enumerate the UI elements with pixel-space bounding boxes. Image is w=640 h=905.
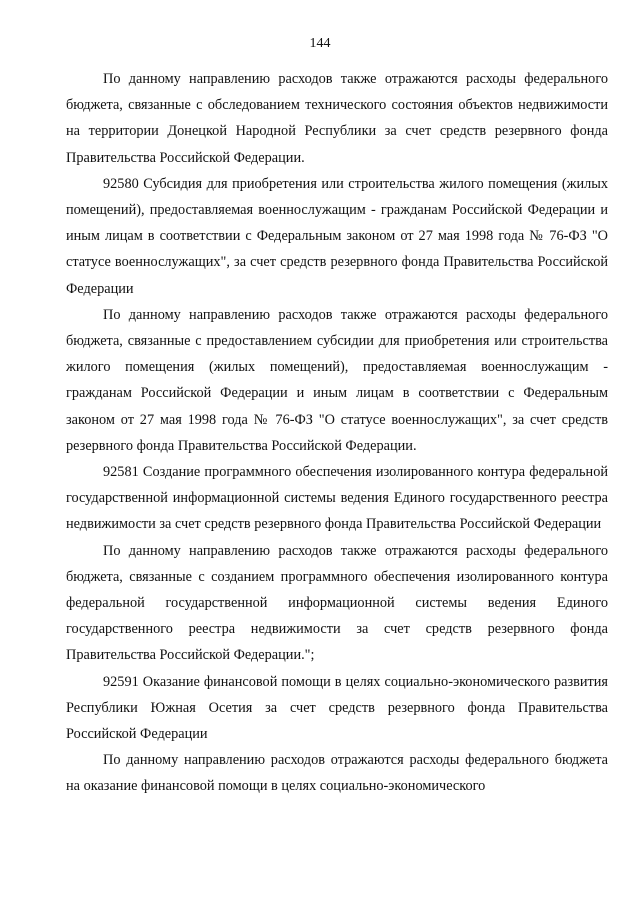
paragraph-92580-description: По данному направлению расходов также отражаются расходы федерального бюджета, связанные с предоставлением субсидии для приобретения или строительства жилого помещения (жилых помещений), предоставляемая военнослужащим - гражданам Российской Федерации и иным лицам в соответствии с Федеральным законом от 27 мая 1998 года № 76-ФЗ "О статусе военнослужащих", за счет средств резервного фонда Правительства Российской Федерации. (66, 306, 608, 454)
paragraph-92580-title: 92580 Субсидия для приобретения или строительства жилого помещения (жилых помещений), предоставляемая военнослужащим - гражданам Российской Федерации и иным лицам в соответствии с Федеральным законом от 27 мая 1998 года № 76-ФЗ "О статусе военнослужащих", за счет средств резервного фонда Правительства Российской Федерации (66, 175, 608, 297)
paragraph-1: По данному направлению расходов также отражаются расходы федерального бюджета, связанные с обследованием технического состояния объектов недвижимости на территории Донецкой Народной Республики за счет средств резервного фонда Правительства Российской Федерации. (66, 71, 608, 166)
paragraph-92591-title: 92591 Оказание финансовой помощи в целях социально-экономического развития Республики Южная Осетия за счет средств резервного фонда Правительства Российской Федерации (66, 673, 608, 743)
paragraph-92581-description: По данному направлению расходов также отражаются расходы федерального бюджета, связанные с созданием программного обеспечения изолированного контура федеральной государственной информационной системы ведения Единого государственного реестра недвижимости за счет средств резервного фонда Правительства Российской Федерации."; (66, 542, 608, 664)
paragraph-92591-description: По данному направлению расходов отражаются расходы федерального бюджета на оказание финансовой помощи в целях социально-экономического (66, 752, 608, 795)
paragraph-92581-title: 92581 Создание программного обеспечения изолированного контура федеральной государственной информационной системы ведения Единого государственного реестра недвижимости за счет средств резервного фонда Правительства Российской Федерации (66, 464, 608, 533)
page-number: 144 (309, 36, 331, 51)
document-body (66, 66, 608, 800)
